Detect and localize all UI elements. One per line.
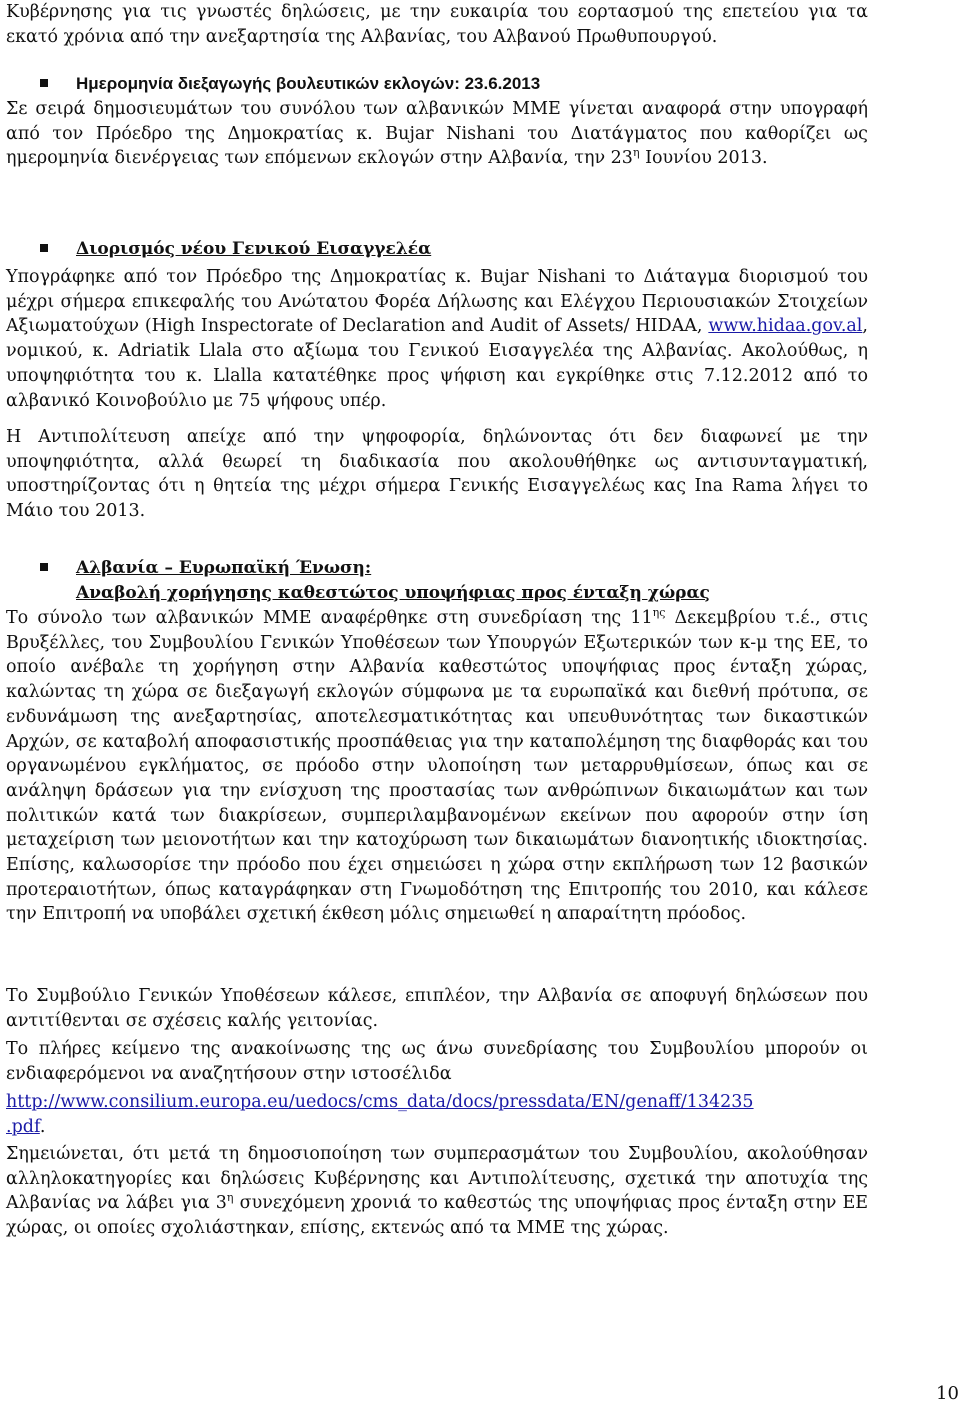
bullet-icon xyxy=(40,79,48,87)
bullet-icon xyxy=(40,563,48,571)
election-paragraph: Σε σειρά δημοσιευμάτων του συνόλου των αλβανικών ΜΜΕ γίνεται αναφορά στην υπογραφή από τον Πρόεδρο της Δημοκρατίας κ. Bujar Nishani του Διατάγματος που καθορίζει ως ημερομηνία διενέργειας των επόμενων εκλογών στην Αλβανία, την $23^\eta$ Ιουνίου 2013. xyxy=(6,99,868,169)
page-number: 10 xyxy=(936,1383,959,1404)
opposition-paragraph: Η Αντιπολίτευση απείχε από την ψηφοφορία, δηλώνοντας ότι δεν διαφωνεί με την υποψηφιότητα, αλλά θεωρεί τη διαδικασία που ακολουθήθηκε ως αντισυνταγματική, υποστηρίζοντας ότι η θητεία της μέχρι σήμερα Γενικής Εισαγγελέως κας Ina Rama λήγει το Μάιο του 2013. xyxy=(6,427,868,522)
eu-paragraph-3: Το πλήρες κείμενο της ανακοίνωσης της ως άνω συνεδρίασης του Συμβουλίου μπορούν οι ενδιαφερόμενοι να αναζητήσουν στην ιστοσέλιδα xyxy=(6,1039,868,1084)
election-heading-text: Ημερομηνία διεξαγωγής βουλευτικών εκλογών: 23.6.2013 xyxy=(76,74,541,93)
eu-heading-line2: Αναβολή χορήγησης καθεστώτος υποψήφιας προς ένταξη χώρας xyxy=(76,583,710,603)
eu-paragraph-2: Το Συμβούλιο Γενικών Υποθέσεων κάλεσε, επιπλέον, την Αλβανία σε αποφυγή δηλώσεων που αντιτίθενται σε σχέσεις καλής γειτονίας. xyxy=(6,986,868,1031)
eu-paragraph-4: Σημειώνεται, ότι μετά τη δημοσιοποίηση των συμπερασμάτων του Συμβουλίου, ακολούθησαν αλληλοκατηγορίες και δηλώσεις Κυβέρνησης και Αντιπολίτευσης, σχετικά την αποτυχία της Αλβανίας να λάβει για $3^\eta$ συνεχόμενη χρονιά το καθεστώς της υποψήφιας προς ένταξη στην ΕΕ χώρας, οι οποίες σχολιάστηκαν, επίσης, εκτενώς από τα ΜΜΕ της χώρας. xyxy=(6,1144,868,1239)
eu-heading xyxy=(40,556,371,580)
election-heading xyxy=(40,72,540,96)
eu-subheading xyxy=(76,581,710,605)
prosecutor-paragraph: Υπογράφηκε από τον Πρόεδρο της Δημοκρατίας κ. Bujar Nishani το Διάταγμα διορισμού του μέχρι σήμερα επικεφαλής του Ανώτατου Φορέα Δήλωσης και Ελέγχου Περιουσιακών Στοιχείων Αξιωματούχων (High Inspectorate of Declaration and Audit of Assets/ HIDAA, www.hidaa.gov.al, νομικού, κ. Adriatik Llala στο αξίωμα του Γενικού Εισαγγελέα της Αλβανίας. Ακολούθως, η υποψηφιότητα του κ. Llalla κατατέθηκε προς ψήφιση και εγκρίθηκε στις 7.12.2012 από το αλβανικό Κοινοβούλιο με 75 ψήφους υπέρ. xyxy=(6,267,868,411)
prosecutor-heading xyxy=(40,237,431,261)
consilium-url: http://www.consilium.europa.eu/uedocs/cms_data/docs/pressdata/EN/genaff/134235 .pdf. xyxy=(6,1092,754,1137)
bullet-icon xyxy=(40,244,48,252)
eu-paragraph-1: Το σύνολο των αλβανικών ΜΜΕ αναφέρθηκε στη συνεδρίαση της $11^{\eta\varsigma}$ Δεκεμβρίου τ.έ., στις Βρυξέλλες, του Συμβουλίου Γενικών Υποθέσεων των Υπουργών Εξωτερικών των κ-μ της ΕΕ, το οποίο ανέβαλε τη χορήγηση στην Αλβανία καθεστώτος υποψήφιας προς ένταξη χώρας, καλώντας τη χώρα σε διεξαγωγή εκλογών σύμφωνα με τα ευρωπαϊκά και διεθνή πρότυπα, σε ενδυνάμωση της ανεξαρτησίας, αποτελεσματικότητας και υπευθυνότητας των δικαστικών Αρχών, σε καταβολή αποφασιστικής προσπάθειας για την καταπολέμηση της διαφθοράς και του οργανωμένου εγκλήματος, σε πρόοδο στην υλοποίηση των μεταρρυθμίσεων, όπως και σε ανάληψη δράσεων για την ενίσχυση της προστασίας των ανθρώπινων δικαιωμάτων και των πολιτικών κατά των διακρίσεων, συμπεριλαμβανομένων εκείνων που αφορούν στην ίση μεταχείριση των μειονοτήτων και την κατοχύρωση των δικαιωμάτων διανοητικής ιδιοκτησίας. Επίσης, καλωσορίσε την πρόοδο που έχει σημειώσει η χώρα στην εκπλήρωση των 12 βασικών προτεραιοτήτων, όπως καταγράφηκαν στη Γνωμοδότηση της Επιτροπής του 2010, και κάλεσε την Επιτροπή να υποβάλει σχετική έκθεση μόλις σημειωθεί η απαραίτητη πρόοδος. xyxy=(6,606,869,925)
prosecutor-heading-text: Διορισμός νέου Γενικού Εισαγγελέα xyxy=(76,239,432,259)
consilium-link-line2[interactable]: .pdf xyxy=(6,1116,40,1137)
consilium-link-line1[interactable]: http://www.consilium.europa.eu/uedocs/cms_data/docs/pressdata/EN/genaff/134235 xyxy=(6,1092,754,1112)
eu-heading-line1: Αλβανία – Ευρωπαϊκή Ένωση: xyxy=(76,558,372,578)
intro-paragraph: Κυβέρνησης για τις γνωστές δηλώσεις, με την ευκαιρία του εορτασμού της επετείου για τα εκατό χρόνια από την ανεξαρτησία της Αλβανίας, του Αλβανού Πρωθυπουργού. xyxy=(6,2,868,47)
hidaa-link[interactable]: www.hidaa.gov.al xyxy=(708,316,863,337)
